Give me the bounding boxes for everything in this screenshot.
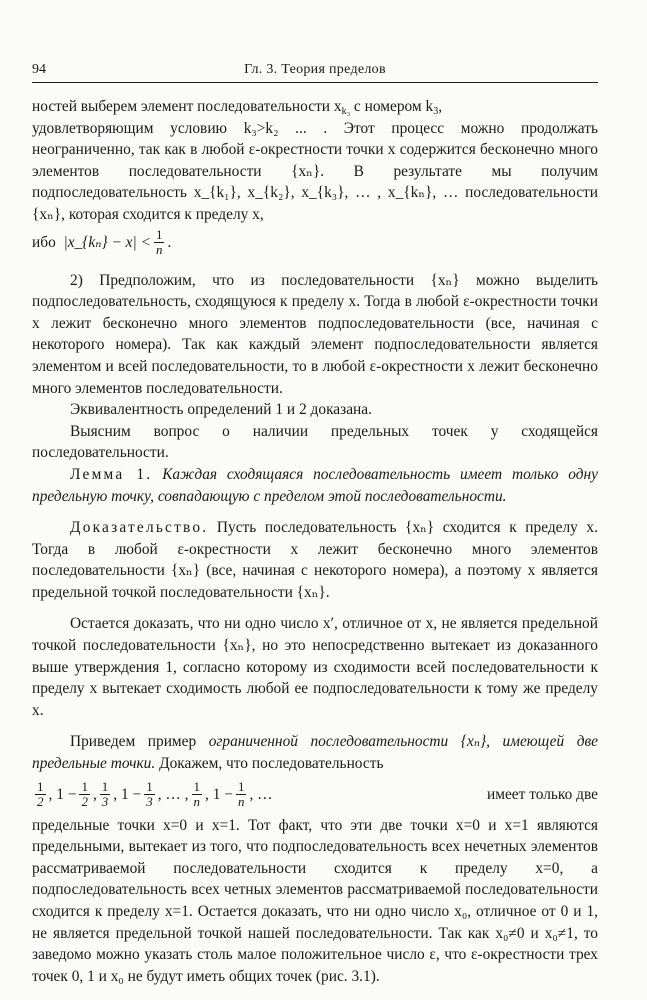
paragraph-5: Остается доказать, что ни одно число x′, отличное от x, не является предельной точкой последовательности {xₙ}, но это непосредственно вытекает из доказанного выше утверждения 1, согласно которому из сходимости всей последовательности к пределу x вытекает сходимость любой ее подпоследовательности к тому же пределу x. — [32, 615, 598, 719]
seq-fraction: $\frac{1}{n}$ — [193, 779, 201, 810]
proof-text: Пусть последовательность {xₙ} сходится к пределу x. Тогда в любой ε-окрестности x лежит бесконечно много элементов последовательности {xₙ} (все, начиная с некоторого номера), а поэтому x является предельной точкой последовательности {xₙ}. — [32, 519, 598, 601]
formula-pre: ибо — [32, 233, 56, 251]
chapter-title: Гл. 3. Теория пределов — [244, 62, 386, 77]
lemma — [32, 464, 598, 507]
paragraph-2: 2) Предположим, что из последовательности {xₙ} можно выделить подпоследовательность, сходящуюся к пределу x. Тогда в любой ε-окрестности точки x лежит бесконечно много элементов подпоследовательности (все, начиная с некоторого номера). Так как каждый элемент подпоследовательности является элементом и всей последовательности, то в любой ε-окрестности x лежит бесконечно много элементов последовательности. — [32, 271, 598, 397]
paragraph-3: Эквивалентность определений 1 и 2 доказана. — [70, 401, 372, 419]
seq-fraction: $\frac{1}{n}$ — [237, 779, 245, 810]
page-number: 94 — [32, 62, 46, 77]
sequence-tail: имеет только две — [486, 785, 598, 803]
paragraph-4: Выясним вопрос о наличии предельных точек у сходящейся последовательности. — [32, 422, 598, 462]
para1-line1: ностей выберем элемент последовательности $x_{k_3}$ с номером $k_3$, — [32, 98, 443, 117]
para1-body: удовлетворяющим условию k₃>k₂ ... . Этот процесс можно продолжать неограниченно, так как в любой ε-окрестности точки x содержится бесконечно много элементов последовательности {xₙ}. В результате мы получим подпоследовательность x_{k₁}, x_{k₂}, x_{k₃}, … , x_{kₙ}, … последовательности {xₙ}, которая сходится к пределу x, — [32, 119, 598, 223]
seq-fraction: $\frac{1}{2}$ — [81, 779, 88, 810]
paragraph-7: предельные точки x=0 и x=1. Тот факт, что эти две точки x=0 и x=1 являются предельными, вытекает из того, что подпоследовательность всех нечетных элементов рассматриваемой последовательности сходится к пределу x=0, а подпоследовательность всех четных элементов рассматриваемой последовательности сходится к пределу x=1. Остается доказать, что ни одно число x₀, отличное от 0 и 1, не является предельной точкой нашей последовательности. Так как x₀≠0 и x₀≠1, то заведомо можно указать столь малое положительное число ε, что ε-окрестности трех точек 0, 1 и x₀ не будут иметь общих точек (рис. 3.1). — [32, 816, 598, 985]
proof — [32, 517, 598, 603]
seq-fraction: $\frac{1}{3}$ — [101, 779, 109, 810]
running-header — [32, 62, 598, 83]
lemma-text: Каждая сходящаяся последовательность имеет только одну предельную точку, совпадающую с пределом этой последовательности. — [32, 465, 598, 505]
lemma-label: Лемма 1. — [70, 465, 153, 483]
seq-fraction: $\frac{1}{2}$ — [37, 779, 44, 810]
seq-fraction: $\frac{1}{3}$ — [146, 779, 153, 810]
formula-body: |x_{kₙ} − x| < — [63, 233, 151, 251]
paragraph-6: Приведем пример ограниченной последовательности {xₙ}, имеющей две предельные точки. Докажем, что последовательность — [32, 733, 598, 773]
sequence-formula: $\frac{1}{2}$ , 1 − $\frac{1}{2}$ , $\frac{1}{3}$ , 1 − $\frac{1}{3}$ , … , $\frac{1}{n}$ , 1 − $\frac{1}{n}$ , … имеет только две — [37, 779, 598, 810]
formula-line: ибо |x_{kₙ} − x| < $\frac{1}{n}$ . — [32, 227, 172, 258]
formula-fraction: $\frac{1}{n}$ — [155, 227, 163, 258]
proof-label: Доказательство. — [70, 519, 209, 537]
page-body — [32, 96, 598, 987]
